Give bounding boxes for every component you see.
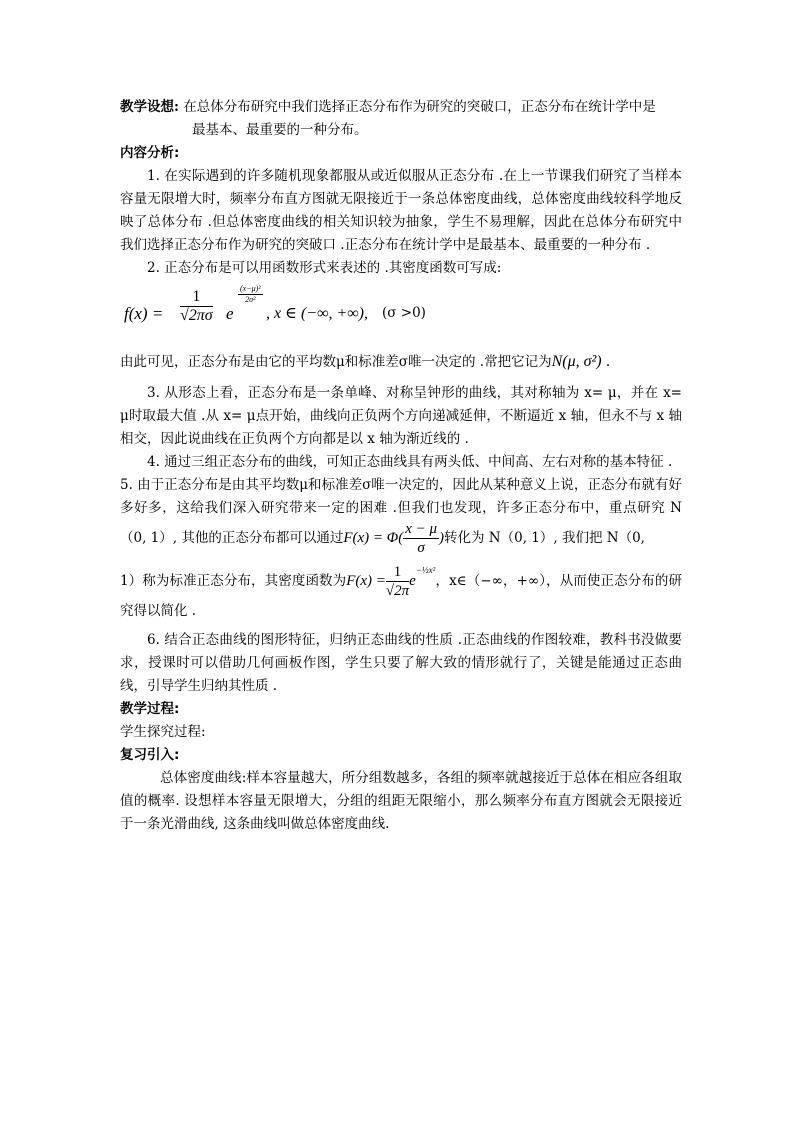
formula-fraction	[180, 288, 213, 325]
paragraph-7: 6. 结合正态曲线的图形特征，归纳正态曲线的性质 .正态曲线的作图较难，教科书没做要求，授课时可以借助几何画板作图，学生只要了解大致的情形就行了，关键是能通过正态曲线，引导学生归纳其性质 .	[120, 632, 682, 694]
paragraph-2: 2. 正态分布是可以用函数形式来表述的 .其密度函数可写成:	[147, 260, 502, 276]
standardize-formula	[343, 520, 444, 557]
paragraph-6-text-c: 1）称为标准正态分布，其密度函数为	[120, 573, 347, 589]
standardize-numerator: x − μ	[405, 521, 438, 537]
exponent-denominator: 2σ²	[245, 295, 256, 304]
formula-e: e	[226, 304, 234, 323]
density-formula	[120, 286, 682, 344]
standardize-rhs: )	[439, 529, 445, 546]
paragraph-5: 4. 通过三组正态分布的曲线，可知正态曲线具有两头低、中间高、左右对称的基本特征 .	[147, 454, 673, 470]
formula-denominator: √2πσ	[180, 307, 213, 324]
standard-density-numerator: 1	[386, 563, 409, 582]
standard-density-fraction	[386, 563, 409, 600]
formula-numerator: 1	[180, 288, 213, 307]
formula-exponent	[238, 284, 263, 305]
document-page	[120, 96, 682, 836]
content-analysis-heading: 内容分析:	[120, 145, 180, 161]
teaching-process-heading: 教学过程:	[120, 701, 180, 717]
exponent-numerator: (x−μ)²	[240, 284, 261, 293]
paragraph-4: 3. 从形态上看，正态分布是一条单峰、对称呈钟形的曲线，其对称轴为 x= μ，并在 x= μ时取最大值 .从 x= μ点开始，曲线向正负两个方向递减延伸，不断逼近 x 轴，但永不与 x 轴相交，因此说曲线在正负两个方向都是以 x 轴为渐近线的 .	[120, 385, 682, 447]
formula-condition: (σ >0)	[382, 305, 426, 321]
standardize-lhs: F(x) = Φ(	[343, 529, 404, 546]
teaching-design-text-1: 在总体分布研究中我们选择正态分布作为研究的突破口，正态分布在统计学中是	[178, 99, 656, 115]
review-heading: 复习引入:	[120, 747, 180, 763]
paragraph-6-text-d: ，x∈（−∞，+∞），从而使正态分布的研究得以简化 .	[120, 573, 682, 619]
standard-density-denominator: √2π	[385, 583, 410, 599]
teaching-design-label: 教学设想:	[120, 99, 179, 115]
formula-lhs: f(x) =	[124, 304, 164, 323]
paragraph-3-text: 由此可见，正态分布是由它的平均数μ和标准差σ唯一决定的 .常把它记为	[120, 354, 552, 370]
standard-density-e: e	[409, 572, 416, 589]
teaching-design-text-2: 最基本、最重要的一种分布。	[192, 122, 368, 138]
paragraph-3	[120, 350, 682, 374]
review-paragraph: 总体密度曲线:样本容量越大，所分组数越多，各组的频率就越接近于总体在相应各组取值的概率. 设想样本容量无限增大，分组的组距无限缩小，那么频率分布直方图就会无限接近于一条光滑曲线, 这条曲线叫做总体密度曲线.	[120, 770, 682, 832]
student-inquiry-label: 学生探究过程:	[120, 724, 206, 740]
paragraph-6-text-b: 转化为 N（0, 1）, 我们把 N（0,	[444, 530, 645, 546]
normal-notation: N(μ, σ²)	[551, 353, 602, 370]
formula-domain: , x ∈ (−∞, +∞),	[266, 305, 369, 322]
paragraph-6-text-a: 5. 由于正态分布是由其平均数μ和标准差σ唯一决定的，因此从某种意义上说，正态分布就有好多好多，这给我们深入研究带来一定的困难 .但我们也发现，许多正态分布中，重点研究 N（0, 1）, 其他的正态分布都可以通过	[120, 477, 682, 546]
standard-density-exponent: −½x²	[415, 564, 436, 575]
standardize-denominator: σ	[417, 540, 425, 556]
paragraph-1: 1. 在实际遇到的许多随机现象都服从或近似服从正态分布 .在上一节课我们研究了当样本容量无限增大时，频率分布直方图就无限接近于一条总体密度曲线，总体密度曲线较科学地反映了总体分布 .但总体密度曲线的相关知识较为抽象，学生不易理解，因此在总体分布研究中我们选择正态分布作为研究的突破口 .正态分布在统计学中是最基本、最重要的一种分布 .	[120, 168, 682, 253]
paragraph-6-continued	[120, 563, 682, 623]
paragraph-3-end: .	[601, 354, 611, 370]
paragraph-6	[120, 474, 682, 557]
standard-density-lhs: F(x) =	[346, 572, 386, 589]
standardize-fraction	[403, 520, 439, 557]
standard-density-formula	[346, 563, 435, 600]
teaching-design	[120, 96, 682, 142]
